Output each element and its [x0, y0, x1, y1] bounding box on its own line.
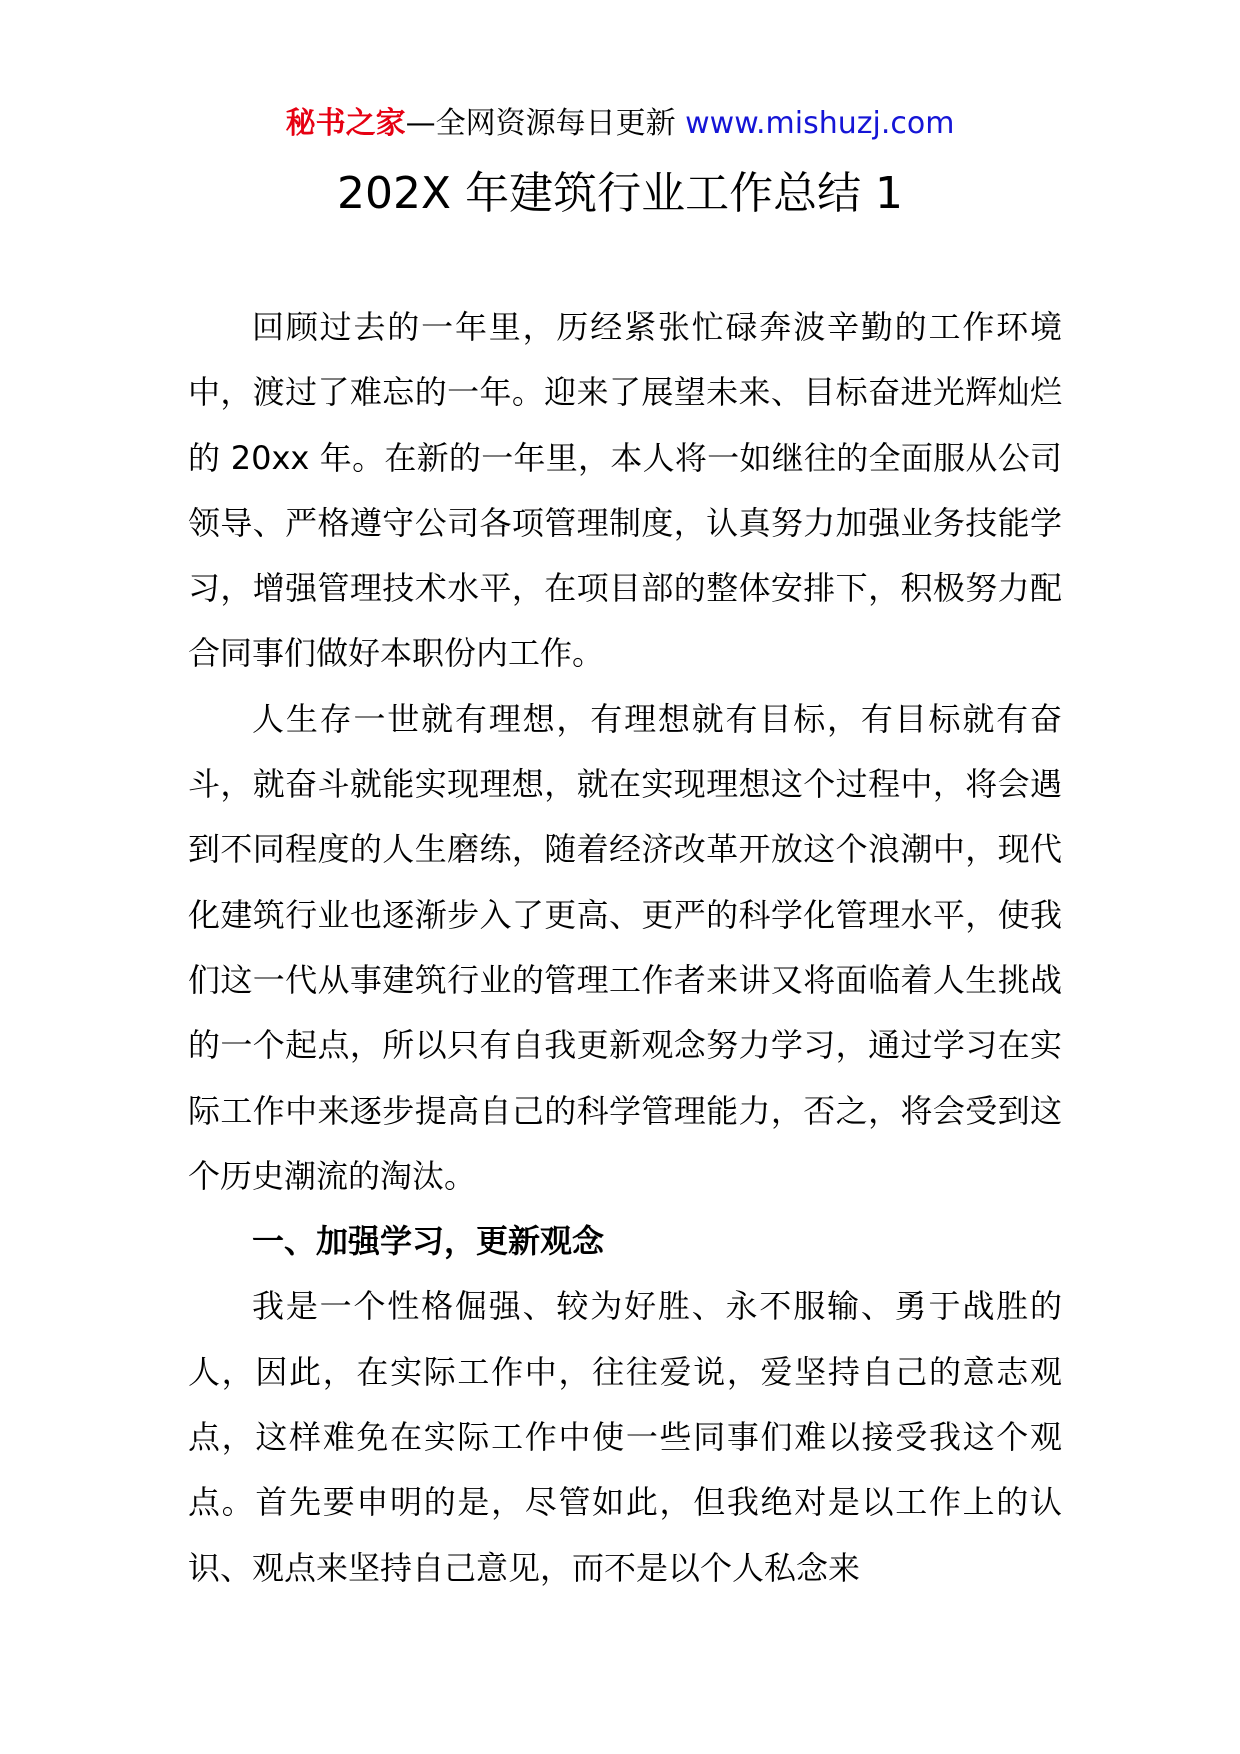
site-url-link[interactable]: www.mishuzj.com	[685, 106, 955, 141]
section-heading: 一、加强学习，更新观念	[252, 1222, 605, 1261]
document-title: 202X 年建筑行业工作总结 1	[336, 168, 904, 219]
document-body	[188, 295, 1062, 1601]
site-tagline: —全网资源每日更新	[405, 106, 676, 141]
paragraph-intro: 回顾过去的一年里，历经紧张忙碌奔波辛勤的工作环境中，渡过了难忘的一年。迎来了展望未来、目标奋进光辉灿烂的 20xx 年。在新的一年里，本人将一如继往的全面服从公司领导、严格遵守公司各项管理制度，认真努力加强业务技能学习，增强管理技术水平，在项目部的整体安排下，积极努力配合同事们做好本职份内工作。	[188, 308, 1062, 673]
paragraph-personality: 我是一个性格倔强、较为好胜、永不服输、勇于战胜的人，因此，在实际工作中，往往爱说，爱坚持自己的意志观点，这样难免在实际工作中使一些同事们难以接受我这个观点。首先要申明的是，尽管如此，但我绝对是以工作上的认识、观点来坚持自己意见，而不是以个人私念来	[188, 1287, 1062, 1587]
site-header	[0, 104, 1240, 144]
paragraph-ideals: 人生存一世就有理想，有理想就有目标，有目标就有奋斗，就奋斗就能实现理想，就在实现理想这个过程中，将会遇到不同程度的人生磨练，随着经济改革开放这个浪潮中，现代化建筑行业也逐渐步入了更高、更严的科学化管理水平，使我们这一代从事建筑行业的管理工作者来讲又将面临着人生挑战的一个起点，所以只有自我更新观念努力学习，通过学习在实际工作中来逐步提高自己的科学管理能力，否之，将会受到这个历史潮流的淘汰。	[188, 699, 1062, 1195]
site-brand: 秘书之家	[285, 106, 406, 141]
